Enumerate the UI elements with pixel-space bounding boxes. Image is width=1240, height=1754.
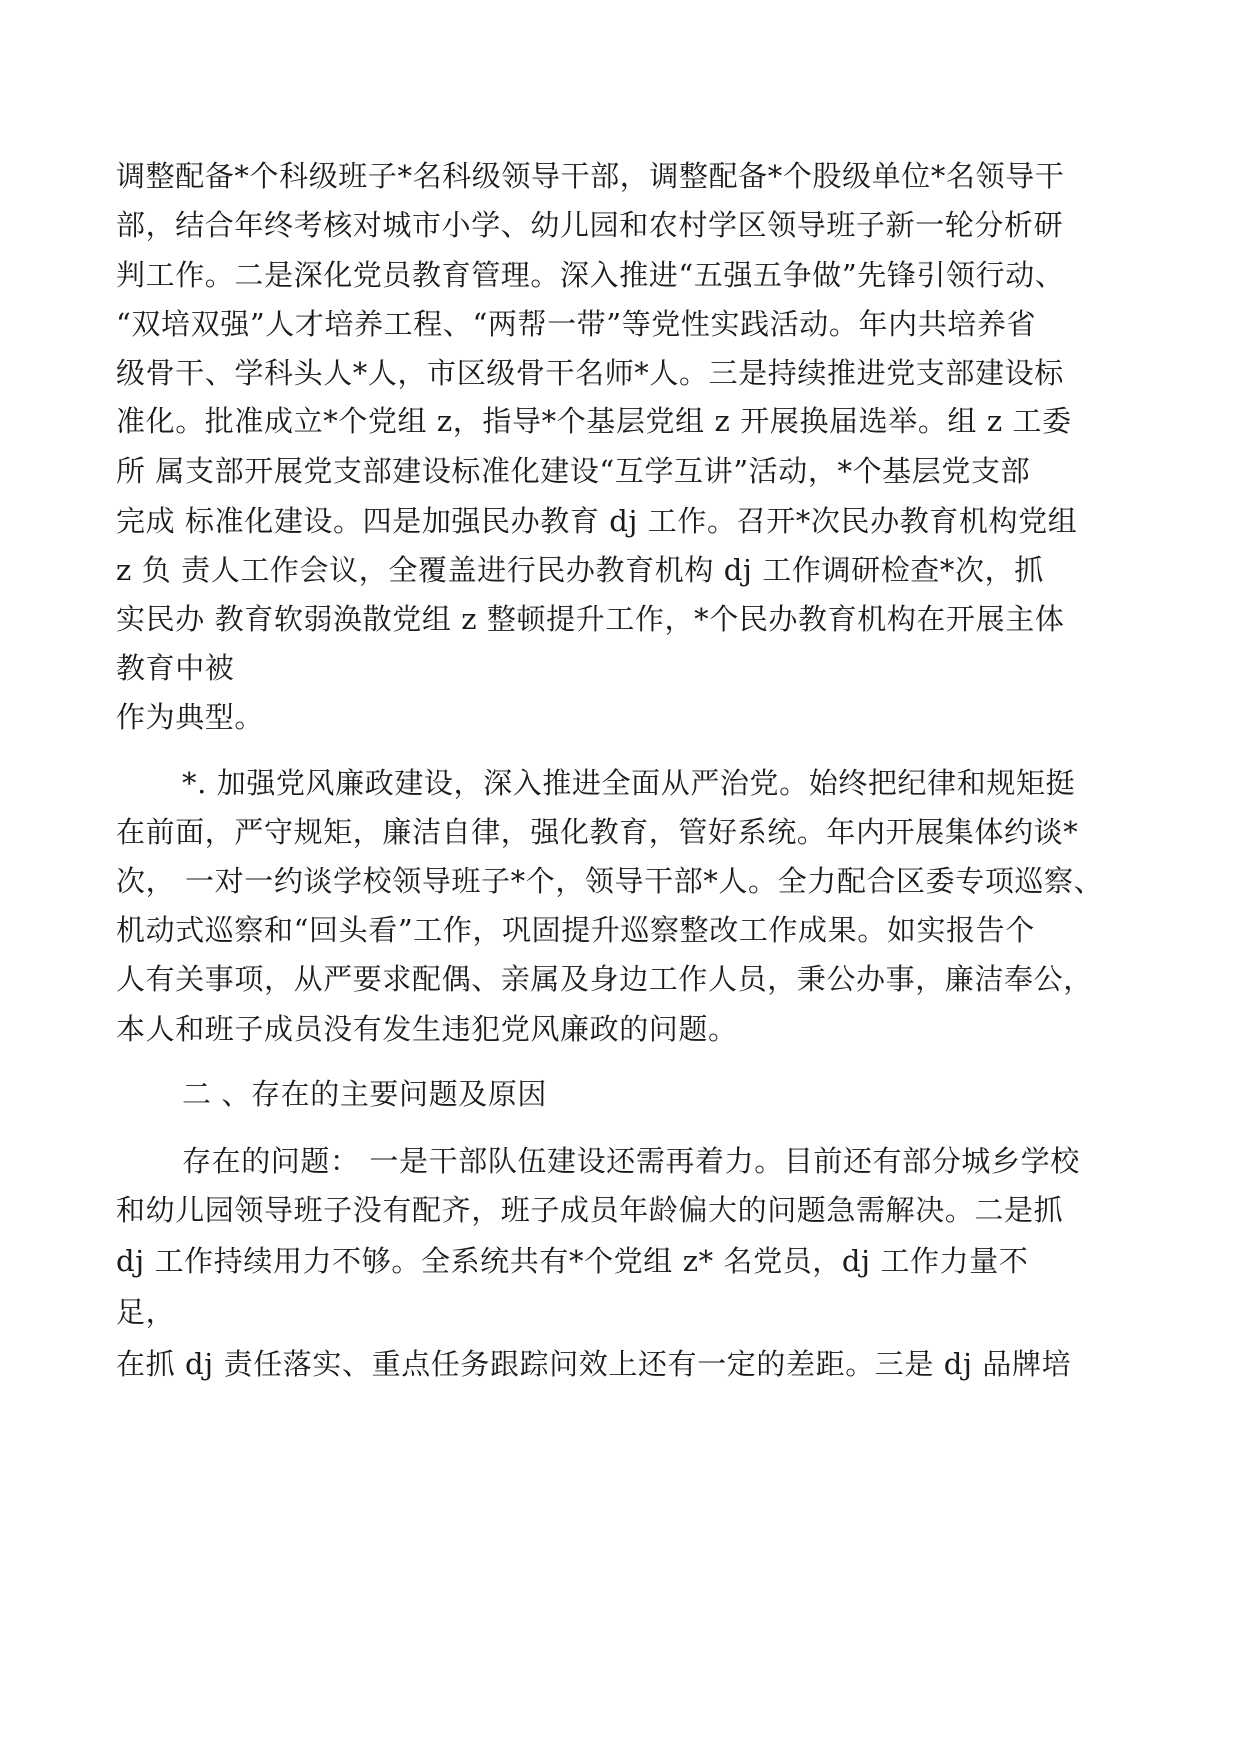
text-line: 完成 标准化建设。四是加强民办教育 dj 工作。召开*次民办教育机构党组 (116, 504, 1078, 538)
text-line: 机动式巡察和“回头看”工作，巩固提升巡察整改工作成果。如实报告个 (116, 913, 1035, 947)
text-line: dj 工作持续用力不够。全系统共有*个党组 z* 名党员，dj 工作力量不 (116, 1244, 1029, 1278)
text-line: z 负 责人工作会议，全覆盖进行民办教育机构 dj 工作调研检查*次，抓 (116, 553, 1044, 587)
text-line: 本人和班子成员没有发生违犯党风廉政的问题。 (116, 1012, 738, 1046)
section-heading: 二 、存在的主要问题及原因 (182, 1077, 548, 1111)
text-line: 和幼儿园领导班子没有配齐，班子成员年龄偏大的问题急需解决。二是抓 (116, 1193, 1064, 1227)
text-line: 存在的问题： 一是干部队伍建设还需再着力。目前还有部分城乡学校 (182, 1144, 1080, 1178)
text-line: 调整配备*个科级班子*名科级领导干部，调整配备*个股级单位*名领导干 (116, 159, 1065, 193)
text-line: 次， 一对一约谈学校领导班子*个，领导干部*人。全力配合区委专项巡察、 (116, 864, 1104, 898)
text-line: 级骨干、学科头人*人，市区级骨干名师*人。三是持续推进党支部建设标 (116, 356, 1064, 390)
text-line: 实民办 教育软弱涣散党组 z 整顿提升工作，*个民办教育机构在开展主体 (116, 602, 1065, 636)
text-line: “双培双强”人才培养工程、“两帮一带”等党性实践活动。年内共培养省 (116, 307, 1037, 341)
text-line: *. 加强党风廉政建设，深入推进全面从严治党。始终把纪律和规矩挺 (182, 766, 1076, 800)
text-line: 作为典型。 (116, 700, 265, 734)
text-line: 准化。批准成立*个党组 z，指导*个基层党组 z 开展换届选举。组 z 工委 (116, 404, 1072, 438)
text-line: 在前面，严守规矩，廉洁自律，强化教育，管好系统。年内开展集体约谈* (116, 815, 1079, 849)
text-line: 部，结合年终考核对城市小学、幼儿园和农村学区领导班子新一轮分析研 (116, 208, 1064, 242)
text-line: 所 属支部开展党支部建设标准化建设“互学互讲”活动，*个基层党支部 (116, 454, 1031, 488)
text-line: 判工作。二是深化党员教育管理。深入推进“五强五争做”先锋引领行动、 (116, 258, 1065, 292)
text-line: 在抓 dj 责任落实、重点任务跟踪问效上还有一定的差距。三是 dj 品牌培 (116, 1347, 1072, 1381)
text-line: 人有关事项，从严要求配偶、亲属及身边工作人员，秉公办事，廉洁奉公， (116, 962, 1093, 996)
text-line: 教育中被 (116, 651, 235, 685)
text-line: 足， (116, 1295, 176, 1329)
